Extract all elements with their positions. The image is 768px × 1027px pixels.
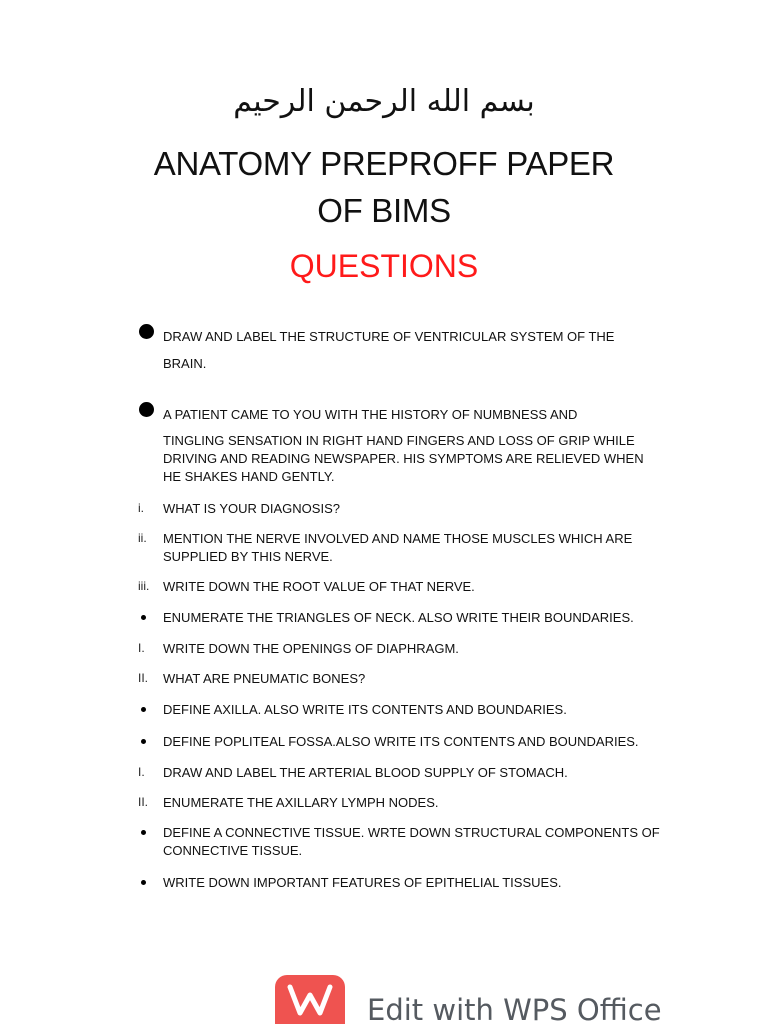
question-item: A PATIENT CAME TO YOU WITH THE HISTORY OF NUMBNESS AND xyxy=(163,407,578,422)
list-marker: iii. xyxy=(138,579,150,593)
wps-w-glyph-icon xyxy=(287,983,333,1017)
question-item-continued: TINGLING SENSATION IN RIGHT HAND FINGERS AND LOSS OF GRIP WHILE DRIVING AND READING NEWSPAPER. HIS SYMPTOMS ARE RELIEVED WHEN HE SHAKES HAND GENTLY. xyxy=(163,433,644,484)
bullet-icon xyxy=(141,739,146,744)
question-item: WHAT IS YOUR DIAGNOSIS? xyxy=(163,501,340,516)
question-item: DRAW AND LABEL THE STRUCTURE OF VENTRICULAR SYSTEM OF THE xyxy=(163,329,615,344)
question-item: WRITE DOWN THE OPENINGS OF DIAPHRAGM. xyxy=(163,641,459,656)
list-marker: I. xyxy=(138,765,145,779)
bullet-icon xyxy=(141,830,146,835)
question-item: DEFINE A CONNECTIVE TISSUE. WRTE DOWN STRUCTURAL COMPONENTS OF CONNECTIVE TISSUE. xyxy=(163,825,660,858)
list-marker: II. xyxy=(138,795,149,809)
large-bullet-icon xyxy=(139,324,154,339)
question-item: WRITE DOWN IMPORTANT FEATURES OF EPITHELIAL TISSUES. xyxy=(163,875,562,890)
wps-watermark[interactable] xyxy=(275,975,662,1027)
question-item: WRITE DOWN THE ROOT VALUE OF THAT NERVE. xyxy=(163,579,475,594)
list-marker: I. xyxy=(138,641,145,655)
questions-heading: QUESTIONS xyxy=(289,248,479,284)
list-marker: i. xyxy=(138,501,144,515)
page-title-line2: OF BIMS xyxy=(317,192,451,229)
question-item: DEFINE POPLITEAL FOSSA.ALSO WRITE ITS CONTENTS AND BOUNDARIES. xyxy=(163,734,639,749)
page-title-line1: ANATOMY PREPROFF PAPER xyxy=(153,145,615,182)
large-bullet-icon xyxy=(139,402,154,417)
list-marker: ii. xyxy=(138,531,147,545)
list-marker: II. xyxy=(138,671,149,685)
bismillah-heading: بسم الله الرحمن الرحيم xyxy=(233,84,535,119)
question-item: ENUMERATE THE AXILLARY LYMPH NODES. xyxy=(163,795,439,810)
question-item-continued: BRAIN. xyxy=(163,356,207,371)
question-item: DEFINE AXILLA. ALSO WRITE ITS CONTENTS AND BOUNDARIES. xyxy=(163,702,567,717)
question-item: ENUMERATE THE TRIANGLES OF NECK. ALSO WRITE THEIR BOUNDARIES. xyxy=(163,610,634,625)
wps-watermark-text: Edit with WPS Office xyxy=(367,993,662,1027)
question-item: WHAT ARE PNEUMATIC BONES? xyxy=(163,671,366,686)
bullet-icon xyxy=(141,707,146,712)
question-item: DRAW AND LABEL THE ARTERIAL BLOOD SUPPLY OF STOMACH. xyxy=(163,765,568,780)
question-item: MENTION THE NERVE INVOLVED AND NAME THOSE MUSCLES WHICH ARE SUPPLIED BY THIS NERVE. xyxy=(163,531,633,564)
bullet-icon xyxy=(141,615,146,620)
wps-logo-icon xyxy=(275,975,345,1024)
bullet-icon xyxy=(141,880,146,885)
